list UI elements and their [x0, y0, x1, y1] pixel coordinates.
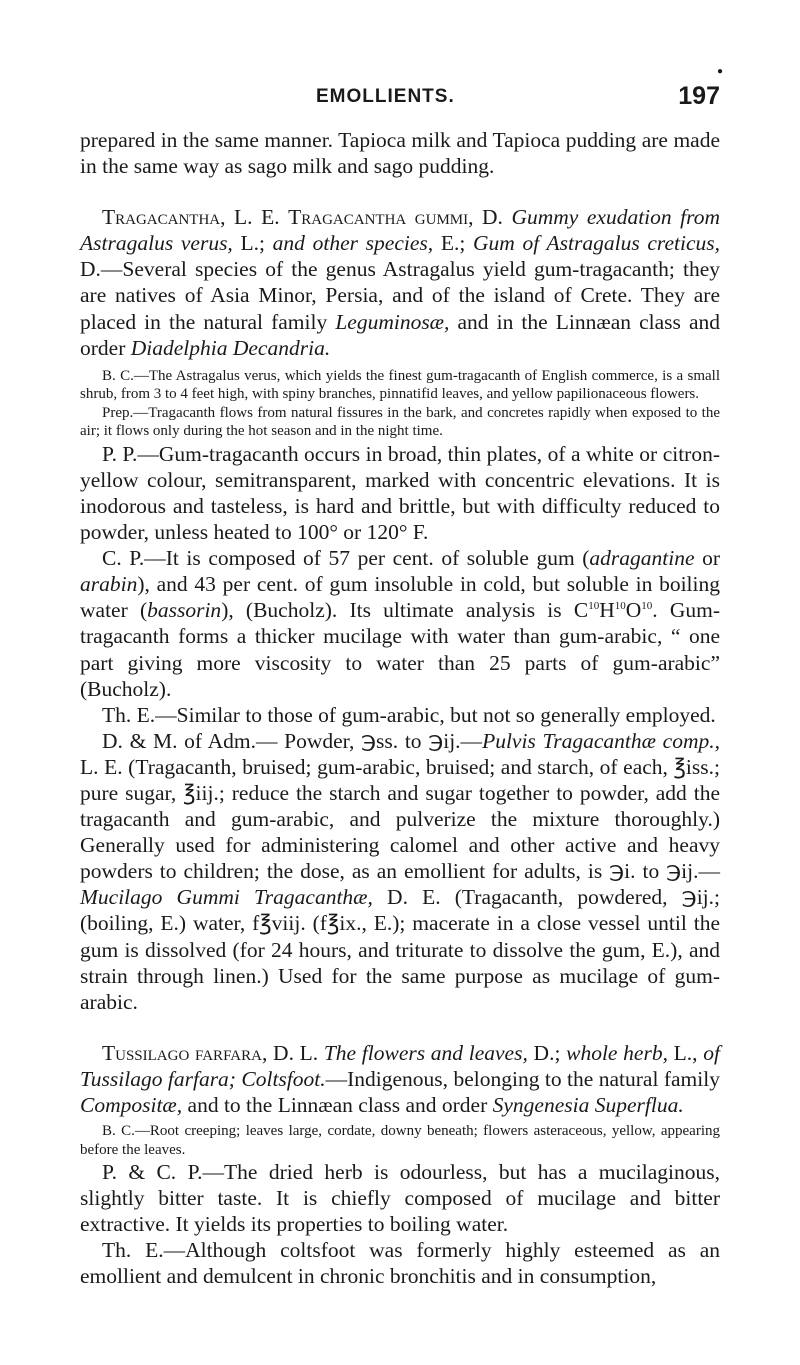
paragraph-opening: prepared in the same manner. Tapioca milk and Tapioca pudding are made in the same way as sago milk and sago pudding.	[80, 128, 720, 179]
entry-heading: Tussilago farfara,	[102, 1040, 268, 1065]
paragraph-botanical-characters-2: B. C.—Root creeping; leaves large, cordate, downy beneath; flowers asteraceous, yellow, appearing before the leaves.	[80, 1123, 720, 1158]
paragraph-tussilago: Tussilago farfara, D. L. The flowers and leaves, D.; whole herb, L., of Tussilago farfara; Coltsfoot.—Indigenous, belonging to the natural family Compositæ, and to the Linnæan class and order Syngenesia Superflua.	[80, 1040, 720, 1117]
page-header	[316, 82, 720, 110]
page-number: 197	[678, 82, 720, 110]
running-title: EMOLLIENTS.	[316, 86, 455, 107]
paragraph-therapeutic-effects: Th. E.—Similar to those of gum-arabic, but not so generally employed.	[102, 702, 716, 727]
paragraph-properties-2: P. & C. P.—The dried herb is odourless, but has a mucilaginous, slightly bitter taste. It is chiefly composed of mucilage and bitter extractive. It yields its properties to boiling water.	[80, 1160, 720, 1237]
paragraph-preparation: Prep.—Tragacanth flows from natural fissures in the bark, and concretes rapidly when exposed to the air; it flows only during the hot season and in the night time.	[80, 404, 720, 440]
paragraph-dose-mode: D. & M. of Adm.— Powder, ℈ss. to ℈ij.—Pulvis Tragacanthæ comp., L. E. (Tragacanth, bruised; gum-arabic, bruised; and starch, of each, ℥iss.; pure sugar, ℥iij.; reduce the starch and sugar together to powder, add the tragacanth and gum-arabic, and pulverize the mixture thoroughly.) Generally used for administering calomel and other active and heavy powders to children; the dose, as an emollient for adults, is ℈i. to ℈ij.—Mucilago Gummi Tragacanthæ, D. E. (Tragacanth, powdered, ℈ij.; (boiling, E.) water, f℥viij. (f℥ix., E.); macerate in a close vessel until the gum is dissolved (for 24 hours, and triturate to dissolve the gum, E.), and strain through linen.) Used for the same purpose as mucilage of gum-arabic.	[80, 728, 720, 1014]
paragraph-botanical-characters: B. C.—The Astragalus verus, which yields the finest gum-tragacanth of English commerce, is a small shrub, from 3 to 4 feet high, with spiny branches, pinnatifid leaves, and yellow papilionaceous flowers.	[80, 367, 720, 403]
ink-mark: ●	[717, 66, 724, 77]
paragraph-chemical-properties: C. P.—It is composed of 57 per cent. of soluble gum (adragantine or arabin), and 43 per cent. of gum insoluble in cold, but soluble in boiling water (bassorin), (Bucholz). Its ultimate analysis is $C^{10}H^{10}O^{10}$. Gum-tragacanth forms a thicker mucilage with water than gum-arabic, “ one part giving more viscosity to water than 25 parts of gum-arabic” (Bucholz).	[80, 546, 720, 701]
entry-heading: Tragacantha, L. E.	[102, 205, 280, 230]
paragraph-tragacantha: Tragacantha, L. E. Tragacantha gummi, D. Gummy exudation from Astragalus verus, L.; and other species, E.; Gum of Astragalus creticus, D.—Several species of the genus Astragalus yield gum-tragacanth; they are natives of Asia Minor, Persia, and of the island of Crete. They are placed in the natural family Leguminosæ, and in the Linnæan class and order Diadelphia Decandria.	[80, 205, 721, 360]
paragraph-physical-properties: P. P.—Gum-tragacanth occurs in broad, thin plates, of a white or citron-yellow colour, semitransparent, marked with concentric elevations. It is inodorous and tasteless, is hard and brittle, but with difficulty reduced to powder, unless heated to 100° or 120° F.	[80, 441, 720, 545]
paragraph-therapeutic-effects-2: Th. E.—Although coltsfoot was formerly highly esteemed as an emollient and demulcent in chronic bronchitis and in consumption,	[80, 1238, 720, 1289]
entry-heading-alt: Tragacantha gummi, D.	[288, 205, 503, 230]
page-body	[80, 127, 720, 1290]
